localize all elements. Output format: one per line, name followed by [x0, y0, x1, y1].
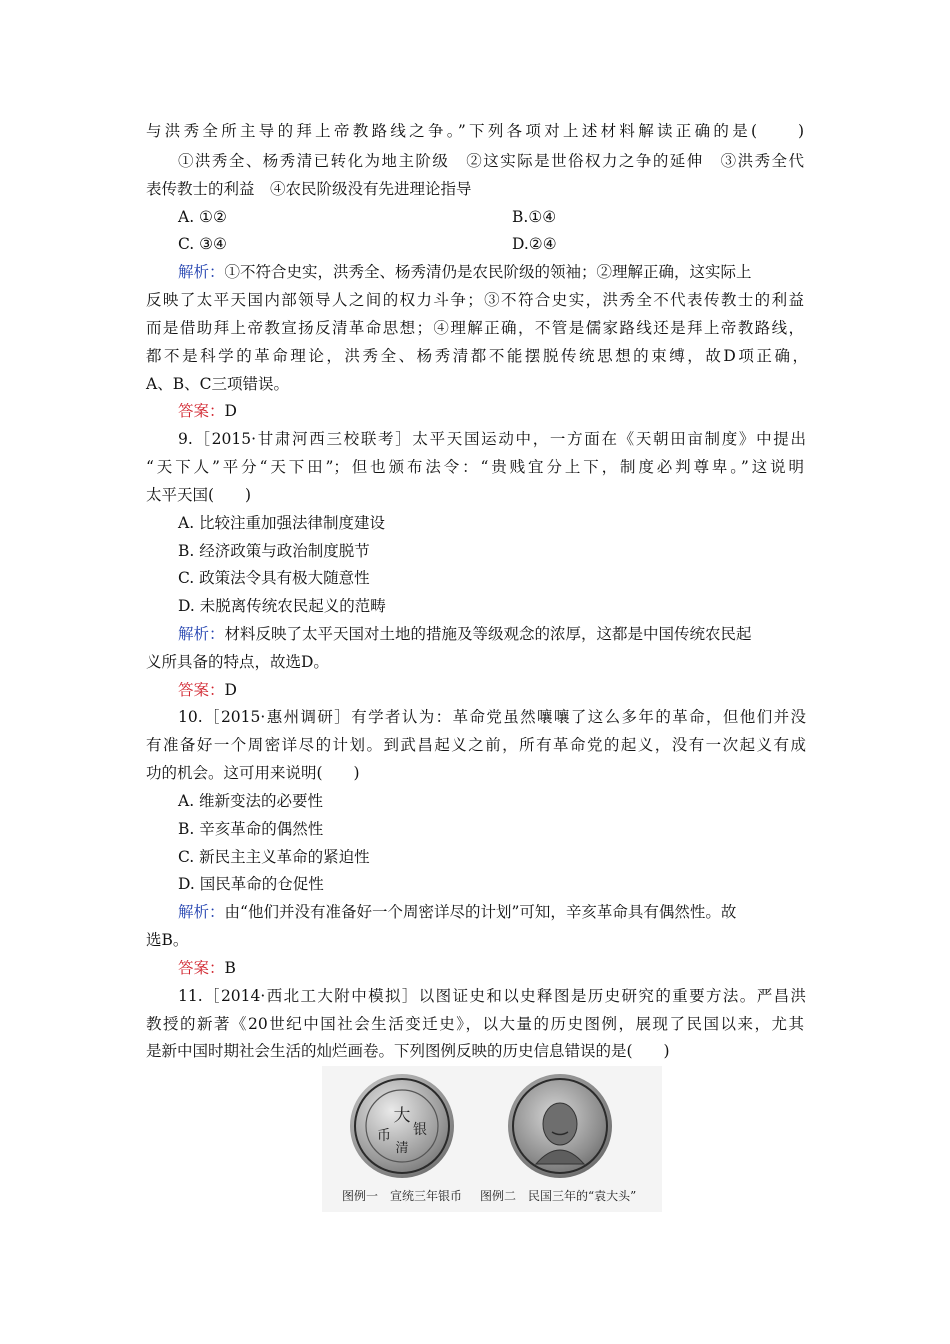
q8-option-b: B.①④	[512, 208, 557, 226]
q8-analysis-line: 而是借助拜上帝教宣扬反清革命思想；④理解正确，不管是儒家路线还是拜上帝教路线，	[146, 319, 804, 337]
q11-stem-line: 是新中国时期社会生活的灿烂画卷。下列图例反映的历史信息错误的是( )	[146, 1042, 670, 1060]
coin-center-character: 清	[395, 1141, 409, 1156]
analysis-label: 解析：	[178, 263, 225, 281]
q9-analysis-line: 义所具备的特点，故选D。	[146, 653, 329, 671]
q10-option-b: B. 辛亥革命的偶然性	[178, 820, 324, 838]
q8-statements-line: 表传教士的利益 ④农民阶级没有先进理论指导	[146, 180, 472, 198]
q10-option-c: C. 新民主主义革命的紧迫性	[178, 848, 370, 866]
answer-value: D	[224, 681, 237, 699]
q10-stem-line: 10.［2015·惠州调研］有学者认为：革命党虽然嚷嚷了这么多年的革命，但他们并没	[178, 708, 806, 726]
q10-option-a: A. 维新变法的必要性	[178, 792, 324, 810]
q11-stem-line: 11.［2014·西北工大附中模拟］以图证史和以史释图是历史研究的重要方法。严昌洪	[178, 987, 806, 1005]
q9-analysis-line	[178, 624, 752, 644]
q8-analysis-line: 反映了太平天国内部领导人之间的权力斗争；③不符合史实，洪秀全不代表传教士的利益	[146, 291, 804, 309]
figure-caption-2: 图例二 民国三年的“袁大头”	[480, 1189, 637, 1203]
coin-engraving	[350, 1074, 454, 1178]
answer-value: B	[224, 959, 236, 977]
q9-answer-line	[178, 680, 237, 700]
q9-option-d: D. 未脱离传统农民起义的范畴	[178, 597, 386, 615]
q9-stem-line: 9.［2015·甘肃河西三校联考］太平天国运动中，一方面在《天朝田亩制度》中提出	[178, 430, 806, 448]
q8-option-c: C. ③④	[178, 235, 227, 253]
answer-label: 答案：	[178, 402, 225, 420]
q10-analysis-line: 选B。	[146, 931, 189, 949]
q8-option-d: D.②④	[512, 235, 557, 253]
answer-label: 答案：	[178, 681, 225, 699]
analysis-label: 解析：	[178, 625, 225, 643]
analysis-text: ①不符合史实，洪秀全、杨秀清仍是农民阶级的领袖；②理解正确，这实际上	[224, 263, 752, 281]
q9-stem-line: “天下人”平分“天下田”；但也颁布法令：“贵贱宜分上下，制度必判尊卑。”这说明	[146, 458, 804, 476]
q9-option-b: B. 经济政策与政治制度脱节	[178, 542, 370, 560]
analysis-label: 解析：	[178, 903, 225, 921]
coin-portrait	[508, 1074, 612, 1178]
q8-option-a: A. ①②	[178, 208, 227, 226]
analysis-text: 由“他们并没有准备好一个周密详尽的计划”可知，辛亥革命具有偶然性。故	[224, 903, 737, 921]
coin-center-character: 银	[413, 1122, 427, 1138]
q8-analysis-line: A、B、C三项错误。	[146, 375, 289, 393]
q9-stem-line: 太平天国( )	[146, 486, 252, 504]
xuantong-silver-coin-image	[350, 1074, 454, 1178]
q10-stem-line: 功的机会。这可用来说明( )	[146, 764, 360, 782]
coin-center-character: 大	[393, 1106, 411, 1126]
answer-value: D	[224, 402, 237, 420]
coin-figure	[322, 1066, 662, 1212]
q9-option-a: A. 比较注重加强法律制度建设	[178, 514, 386, 532]
figure-caption-1: 图例一 宣统三年银币	[342, 1189, 463, 1203]
q8-answer-line	[178, 401, 237, 421]
analysis-text: 材料反映了太平天国对土地的措施及等级观念的浓厚，这都是中国传统农民起	[224, 625, 752, 643]
q11-stem-line: 教授的新著《20世纪中国社会生活变迁史》，以大量的历史图例，展现了民国以来，尤其	[146, 1015, 804, 1033]
yuan-datou-coin-image	[508, 1074, 612, 1178]
q10-option-d: D. 国民革命的仓促性	[178, 875, 324, 893]
q10-answer-line	[178, 958, 236, 978]
q10-stem-line: 有准备好一个周密详尽的计划。到武昌起义之前，所有革命党的起义，没有一次起义有成	[146, 736, 806, 754]
q9-option-c: C. 政策法令具有极大随意性	[178, 569, 370, 587]
q8-statements-line: ①洪秀全、杨秀清已转化为地主阶级 ②这实际是世俗权力之争的延伸 ③洪秀全代	[178, 152, 804, 170]
q10-analysis-line	[178, 902, 736, 922]
q8-analysis-line: 都不是科学的革命理论，洪秀全、杨秀清都不能摆脱传统思想的束缚，故D项正确，	[146, 347, 808, 365]
q8-analysis-line	[178, 262, 752, 282]
q8-stem-line: 与洪秀全所主导的拜上帝教路线之争。”下列各项对上述材料解读正确的是( )	[146, 122, 804, 140]
answer-label: 答案：	[178, 959, 225, 977]
coin-center-character: 币	[377, 1128, 391, 1144]
